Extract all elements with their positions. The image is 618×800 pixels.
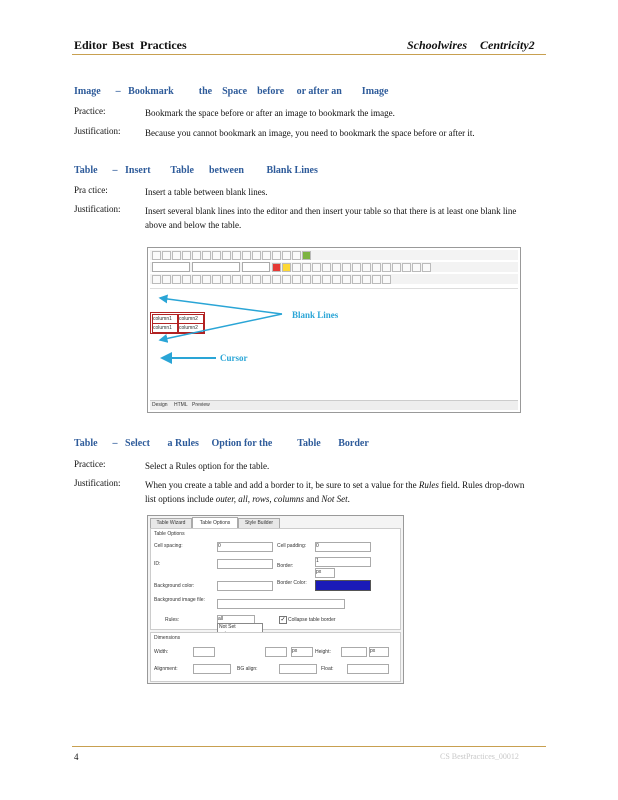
header-right-1: Schoolwires xyxy=(407,38,468,52)
section-2-practice-text: Insert a table between blank lines. xyxy=(145,187,268,197)
background-image-label: Background image file: xyxy=(154,597,205,603)
html-tab[interactable]: HTML xyxy=(174,402,188,408)
footer-divider xyxy=(72,746,546,747)
header-left-2: Best xyxy=(112,38,134,52)
width-extra-input[interactable] xyxy=(265,647,287,657)
section-2-justification-text: Insert several blank lines into the editor and then insert your table so that there is at least one blank line above and below the table. xyxy=(145,206,517,230)
section-3-practice-label: Practice: xyxy=(74,459,106,469)
section-2-justification-label: Justification: xyxy=(74,204,121,214)
border-label: Border: xyxy=(277,563,294,569)
bg-align-select[interactable] xyxy=(279,664,317,674)
border-unit-select[interactable]: px xyxy=(315,568,335,578)
section-1-title: Image – Bookmark the Space before or after an Image xyxy=(74,86,389,97)
section-3-practice-text: Select a Rules option for the table. xyxy=(145,461,270,471)
cell-padding-label: Cell padding: xyxy=(277,543,307,549)
float-label: Float: xyxy=(321,666,334,672)
blank-lines-annotation: Blank Lines xyxy=(292,310,339,320)
rules-select[interactable]: all xyxy=(217,615,255,625)
document-id: CS BestPractices_00012 xyxy=(440,752,519,761)
alignment-label: Alignment: xyxy=(154,666,178,672)
tab-table-options[interactable]: Table Options xyxy=(192,517,238,528)
cell-padding-input[interactable]: 0 xyxy=(315,542,371,552)
preview-tab[interactable]: Preview xyxy=(192,402,210,408)
height-label: Height: xyxy=(315,649,331,655)
header-left-1: Editor xyxy=(74,38,108,52)
section-1-justification-label: Justification: xyxy=(74,126,121,136)
id-label: ID: xyxy=(154,561,161,567)
border-color-swatch[interactable] xyxy=(315,580,371,591)
table-cell[interactable]: column1 xyxy=(152,323,178,333)
group-title: Table Options xyxy=(154,531,185,537)
header-right-2: Centricity2 xyxy=(480,38,535,52)
page-number: 4 xyxy=(74,752,79,762)
rules-option[interactable]: Not Set xyxy=(219,624,236,630)
section-3-justification-text: When you create a table and add a border to it, be sure to set a value for the Rules field. Rules drop-down list options include outer, all, rows, columns and Not Set. xyxy=(145,480,525,504)
border-color-label: Border Color: xyxy=(277,580,307,586)
height-unit-select[interactable]: px xyxy=(369,647,389,657)
background-color-label: Background color: xyxy=(154,583,195,589)
blank-lines-arrow-top xyxy=(160,298,282,314)
background-image-input[interactable] xyxy=(217,599,345,609)
section-1-practice-text: Bookmark the space before or after an image to bookmark the image. xyxy=(145,108,395,118)
float-select[interactable] xyxy=(347,664,389,674)
height-input[interactable] xyxy=(341,647,367,657)
cell-spacing-label: Cell spacing: xyxy=(154,543,183,549)
width-label: Width: xyxy=(154,649,169,655)
table-cell[interactable]: column2 xyxy=(178,323,204,333)
border-input[interactable]: 1 xyxy=(315,557,371,567)
width-input[interactable] xyxy=(193,647,215,657)
table-options-group xyxy=(150,528,401,630)
bg-align-label: BG align: xyxy=(237,666,258,672)
section-1-justification-text: Because you cannot bookmark an image, you need to bookmark the space before or after it. xyxy=(145,128,475,138)
group-title: Dimensions xyxy=(154,635,181,641)
blank-lines-arrow-bottom xyxy=(160,314,282,340)
background-color-input[interactable] xyxy=(217,581,273,591)
tab-style-builder[interactable]: Style Builder xyxy=(238,518,280,529)
section-3-title: Table – Select a Rules Option for the Table Border xyxy=(74,438,369,449)
cursor-annotation: Cursor xyxy=(220,353,248,363)
table-properties-dialog xyxy=(147,515,404,684)
design-tab[interactable]: Design xyxy=(152,402,168,408)
table-cell[interactable]: column1 xyxy=(152,314,178,324)
cell-spacing-input[interactable]: 0 xyxy=(217,542,273,552)
width-unit-select[interactable]: px xyxy=(291,647,313,657)
tab-table-wizard[interactable]: Table Wizard xyxy=(150,518,192,529)
section-3-justification-label: Justification: xyxy=(74,478,121,488)
section-2-title: Table – Insert Table between Blank Lines xyxy=(74,165,318,176)
rules-label: Rules: xyxy=(165,617,180,623)
dimensions-group xyxy=(150,632,401,682)
section-1-practice-label: Practice: xyxy=(74,106,106,116)
id-input[interactable] xyxy=(217,559,273,569)
collapse-border-label: Collapse table border xyxy=(288,617,336,623)
section-2-practice-label: Pra ctice: xyxy=(74,185,108,195)
collapse-border-checkbox[interactable]: ✓ xyxy=(280,617,286,623)
header-left-3: Practices xyxy=(140,38,187,52)
alignment-select[interactable] xyxy=(193,664,231,674)
table-cell[interactable]: column2 xyxy=(178,314,204,324)
